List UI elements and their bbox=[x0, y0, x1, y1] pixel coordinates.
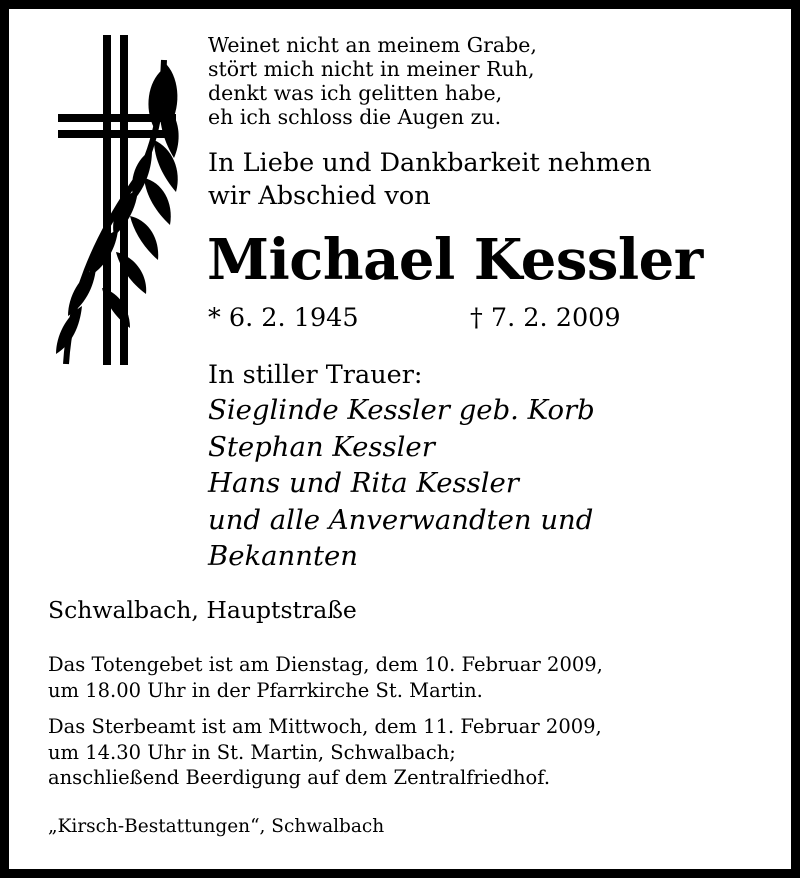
prayer-service-info bbox=[48, 652, 603, 703]
birth-date: * 6. 2. 1945 bbox=[208, 303, 359, 333]
funeral-mass-info bbox=[48, 714, 602, 791]
intro-line: wir Abschied von bbox=[208, 181, 431, 211]
death-date: † 7. 2. 2009 bbox=[470, 303, 621, 333]
info-line: um 14.30 Uhr in St. Martin, Schwalbach; bbox=[48, 740, 456, 764]
poem-line: denkt was ich gelitten habe, bbox=[208, 81, 503, 105]
info-line: anschließend Beerdigung auf dem Zentralfriedhof. bbox=[48, 766, 551, 789]
mourner-line: Stephan Kessler bbox=[208, 430, 435, 463]
mourner-line: Bekannten bbox=[208, 540, 359, 572]
mourner-line: Hans und Rita Kessler bbox=[208, 467, 519, 499]
deceased-name: Michael Kessler bbox=[207, 227, 703, 293]
mourner-line: Sieglinde Kessler geb. Korb bbox=[208, 394, 595, 426]
mourners-list bbox=[208, 392, 595, 575]
mourning-label: In stiller Trauer: bbox=[208, 360, 423, 390]
info-line: Das Totengebet ist am Dienstag, dem 10. Februar 2009, bbox=[48, 653, 603, 676]
info-line: um 18.00 Uhr in der Pfarrkirche St. Martin. bbox=[48, 678, 483, 702]
poem-line: stört mich nicht in meiner Ruh, bbox=[208, 57, 535, 81]
poem-line: eh ich schloss die Augen zu. bbox=[208, 105, 502, 129]
mourner-line: und alle Anverwandten und bbox=[208, 503, 594, 536]
cross-with-palm-branch-icon bbox=[44, 30, 194, 375]
poem-line: Weinet nicht an meinem Grabe, bbox=[208, 33, 537, 57]
poem-verse bbox=[208, 33, 537, 129]
info-line: Das Sterbeamt ist am Mittwoch, dem 11. Februar 2009, bbox=[48, 715, 602, 738]
intro-line: In Liebe und Dankbarkeit nehmen bbox=[208, 148, 652, 178]
farewell-intro bbox=[208, 147, 652, 213]
residence: Schwalbach, Hauptstraße bbox=[48, 596, 357, 624]
undertaker: „Kirsch-Bestattungen“, Schwalbach bbox=[48, 816, 385, 837]
